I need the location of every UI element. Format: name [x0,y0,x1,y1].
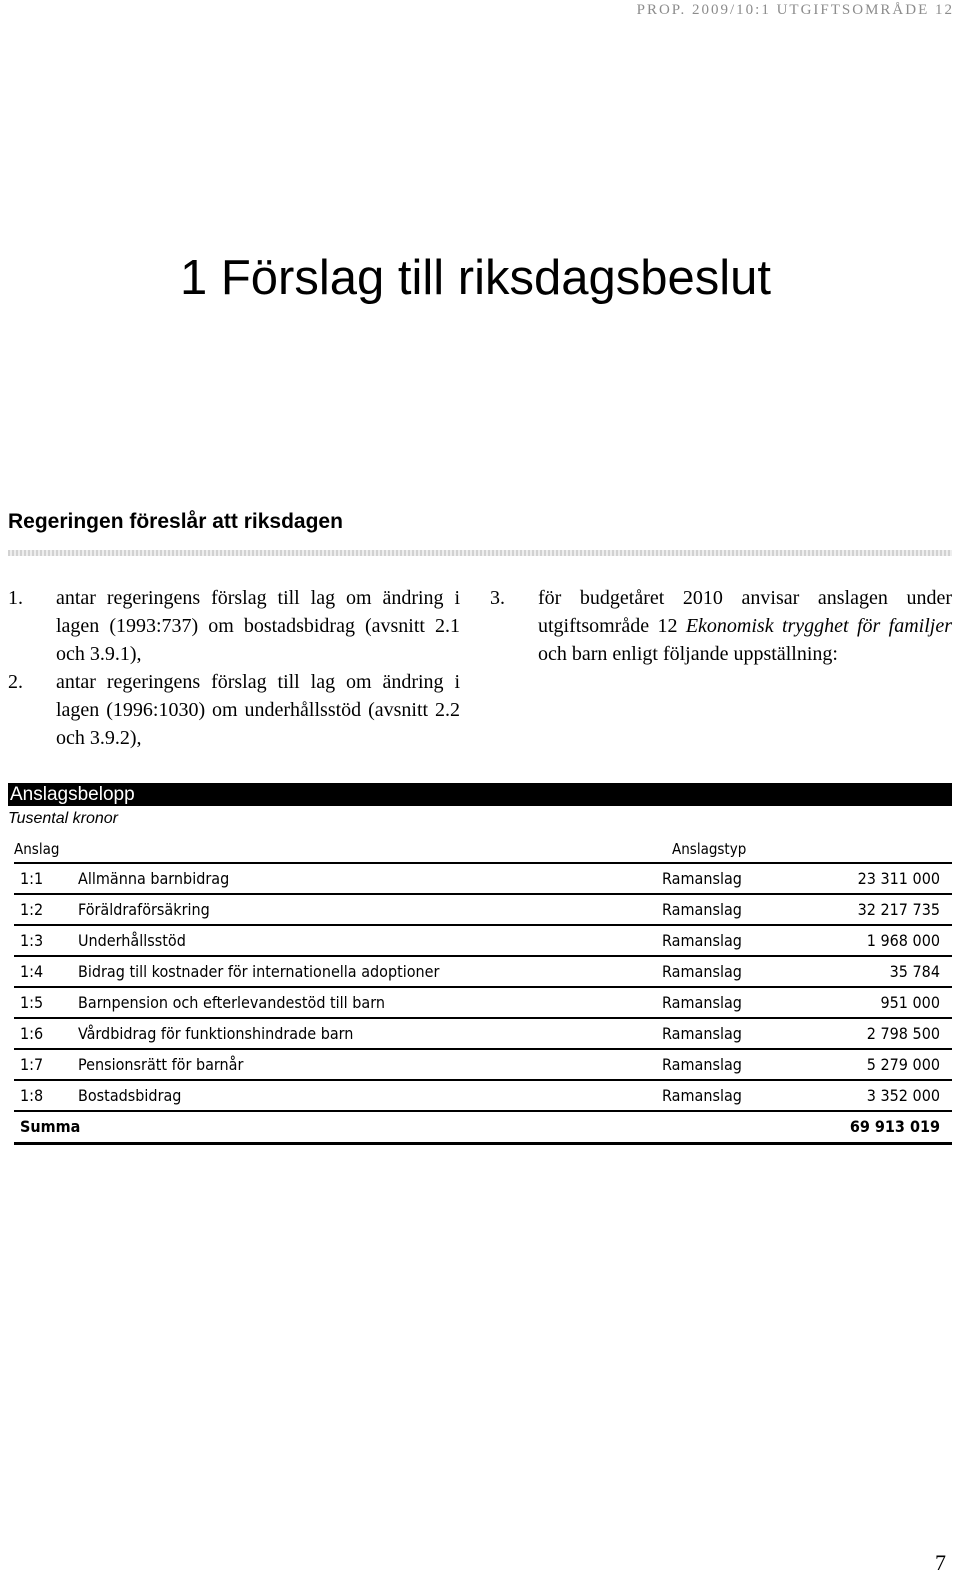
proposal-text: antar regeringens förslag till lag om ändring i lagen (1996:1030) om underhållsstöd (avsnitt 2.2 och 3.9.2), [56,671,460,749]
row-name: Föräldraförsäkring [78,900,210,919]
proposal-item [8,668,460,752]
proposal-text-part: och barn enligt följande uppställning: [538,643,838,665]
row-type: Ramanslag [662,931,742,950]
row-code: 1:7 [20,1055,44,1074]
row-name: Barnpension och efterlevandestöd till barn [78,993,385,1012]
row-name: Pensionsrätt för barnår [78,1055,244,1074]
proposal-item [8,584,460,668]
row-amount: 3 352 000 [866,1086,940,1105]
row-name: Bidrag till kostnader för internationella adoptioner [78,962,440,981]
row-type: Ramanslag [662,962,742,981]
row-type: Ramanslag [662,1055,742,1074]
row-type: Ramanslag [662,869,742,888]
row-code: 1:1 [20,869,44,888]
row-name: Underhållsstöd [78,931,186,950]
sum-label: Summa [20,1117,81,1136]
row-amount: 951 000 [880,993,940,1012]
proposal-number: 3. [490,587,505,609]
row-type: Ramanslag [662,900,742,919]
page-number: 7 [935,1550,946,1575]
row-amount: 35 784 [889,962,940,981]
table-row [14,926,952,957]
row-amount: 1 968 000 [866,931,940,950]
row-type: Ramanslag [662,1086,742,1105]
proposal-number: 2. [8,671,23,693]
row-name: Allmänna barnbidrag [78,869,230,888]
row-code: 1:5 [20,993,44,1012]
column-header-anslag: Anslag [14,840,60,858]
lead-heading: Regeringen föreslår att riksdagen [8,510,343,533]
row-amount: 5 279 000 [866,1055,940,1074]
row-code: 1:3 [20,931,44,950]
table-header-row [14,838,952,864]
row-amount: 32 217 735 [857,900,940,919]
table-row [14,895,952,926]
lead-divider [8,550,952,556]
row-code: 1:4 [20,962,44,981]
row-name: Bostadsbidrag [78,1086,182,1105]
row-code: 1:8 [20,1086,44,1105]
chapter-title: 1 Förslag till riksdagsbeslut [180,251,771,305]
row-amount: 23 311 000 [857,869,940,888]
proposals-right-column [490,584,952,668]
appropriations-table [14,838,952,1145]
table-row [14,864,952,895]
table-row [14,1081,952,1112]
row-type: Ramanslag [662,1024,742,1043]
proposal-text [538,584,952,668]
row-code: 1:2 [20,900,44,919]
row-type: Ramanslag [662,993,742,1012]
row-amount: 2 798 500 [866,1024,940,1043]
table-title-bar [8,783,952,806]
proposal-text-part: för budgetåret 2010 anvisar anslagen under utgiftsområde 12 [538,587,952,637]
sum-amount: 69 913 019 [849,1117,940,1136]
running-header: PROP. 2009/10:1 UTGIFTSOMRÅDE 12 [636,2,954,18]
row-name: Vårdbidrag för funktionshindrade barn [78,1024,354,1043]
table-unit: Tusental kronor [8,810,118,827]
table-row [14,957,952,988]
table-title: Anslagsbelopp [10,784,135,805]
table-row [14,1050,952,1081]
table-row [14,1019,952,1050]
table-row [14,988,952,1019]
row-code: 1:6 [20,1024,44,1043]
expenditure-area-name: Ekonomisk trygghet för familjer [685,615,952,637]
proposals-left-column [8,584,460,752]
proposal-number: 1. [8,587,23,609]
proposal-item [490,584,952,668]
table-sum-row [14,1112,952,1145]
proposal-text: antar regeringens förslag till lag om ändring i lagen (1993:737) om bostadsbidrag (avsnitt 2.1 och 3.9.1), [56,587,460,665]
column-header-anslagstyp: Anslagstyp [672,840,747,858]
